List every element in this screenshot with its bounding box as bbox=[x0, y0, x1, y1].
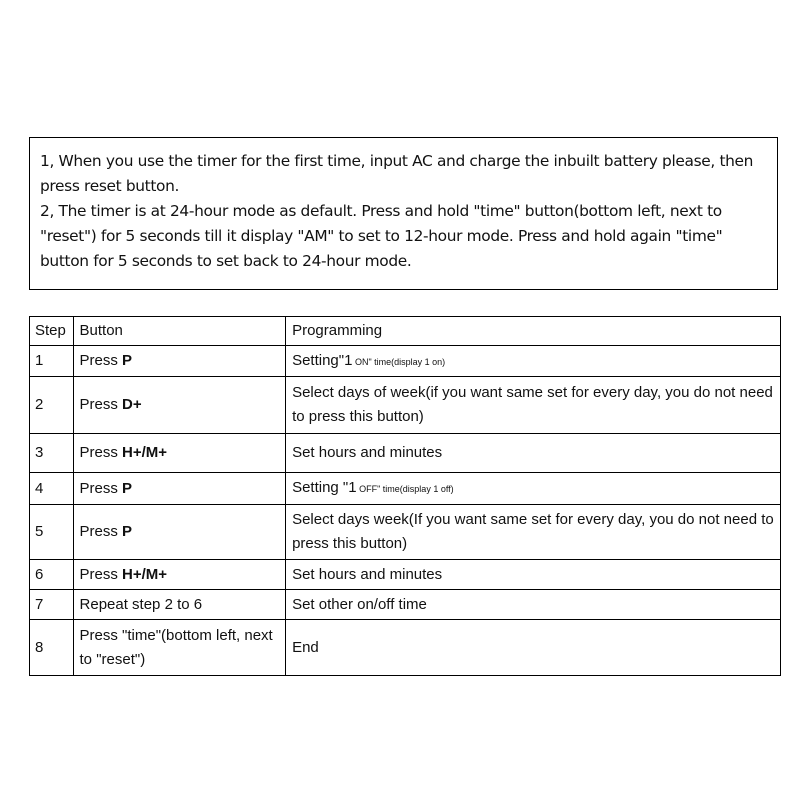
row-programming: Select days week(If you want same set for every day, you do not need to press this button) bbox=[286, 505, 781, 560]
button-key: H+/M+ bbox=[122, 565, 168, 583]
row-button: Press P bbox=[73, 346, 286, 377]
button-key: P bbox=[122, 479, 133, 497]
row-button: Press D+ bbox=[73, 377, 286, 434]
header-button: Button bbox=[73, 317, 286, 346]
row-button: Press P bbox=[73, 505, 286, 560]
table-row bbox=[30, 473, 781, 505]
row-button: Press "time"(bottom left, next to "reset") bbox=[73, 620, 286, 676]
row-step: 5 bbox=[30, 505, 74, 560]
row-programming: Set hours and minutes bbox=[286, 434, 781, 473]
row-button: Repeat step 2 to 6 bbox=[73, 590, 286, 620]
table-row bbox=[30, 505, 781, 560]
row-step: 8 bbox=[30, 620, 74, 676]
row-step: 2 bbox=[30, 377, 74, 434]
row-programming: End bbox=[286, 620, 781, 676]
row-programming: Set hours and minutes bbox=[286, 560, 781, 590]
row-button: Press H+/M+ bbox=[73, 560, 286, 590]
header-step: Step bbox=[30, 317, 74, 346]
row-button: Press P bbox=[73, 473, 286, 505]
prog-note: OFF" time(display 1 off) bbox=[356, 484, 454, 494]
instruction-2: 2, The timer is at 24-hour mode as default. Press and hold "time" button(bottom left, next to "reset") for 5 seconds till it display "AM" to set to 12-hour mode. Press and hold again "time" button for 5 seconds to set back to 24-hour mode. bbox=[40, 202, 723, 270]
button-key: P bbox=[122, 523, 133, 540]
row-programming: Setting"1 ON" time(display 1 on) bbox=[286, 346, 781, 377]
row-programming: Select days of week(if you want same set for every day, you do not need to press this button) bbox=[286, 377, 781, 434]
table-row bbox=[30, 590, 781, 620]
prog-note: ON" time(display 1 on) bbox=[352, 356, 446, 367]
table-row bbox=[30, 434, 781, 473]
header-programming: Programming bbox=[286, 317, 781, 346]
table-row bbox=[30, 377, 781, 434]
row-step: 1 bbox=[30, 346, 74, 377]
table-row bbox=[30, 560, 781, 590]
instruction-1: 1, When you use the timer for the first time, input AC and charge the inbuilt battery please, then press reset button. bbox=[40, 152, 754, 195]
button-key: P bbox=[122, 352, 133, 369]
programming-table bbox=[29, 316, 781, 676]
instructions-box bbox=[29, 137, 778, 290]
row-step: 4 bbox=[30, 473, 74, 505]
button-key: H+/M+ bbox=[122, 444, 168, 461]
row-step: 3 bbox=[30, 434, 74, 473]
row-button: Press H+/M+ bbox=[73, 434, 286, 473]
row-programming: Set other on/off time bbox=[286, 590, 781, 620]
table-row bbox=[30, 346, 781, 377]
row-step: 7 bbox=[30, 590, 74, 620]
button-key: D+ bbox=[122, 396, 142, 413]
row-programming: Setting "1 OFF" time(display 1 off) bbox=[286, 473, 781, 505]
row-step: 6 bbox=[30, 560, 74, 590]
table-row bbox=[30, 620, 781, 676]
table-header-row bbox=[30, 317, 781, 346]
